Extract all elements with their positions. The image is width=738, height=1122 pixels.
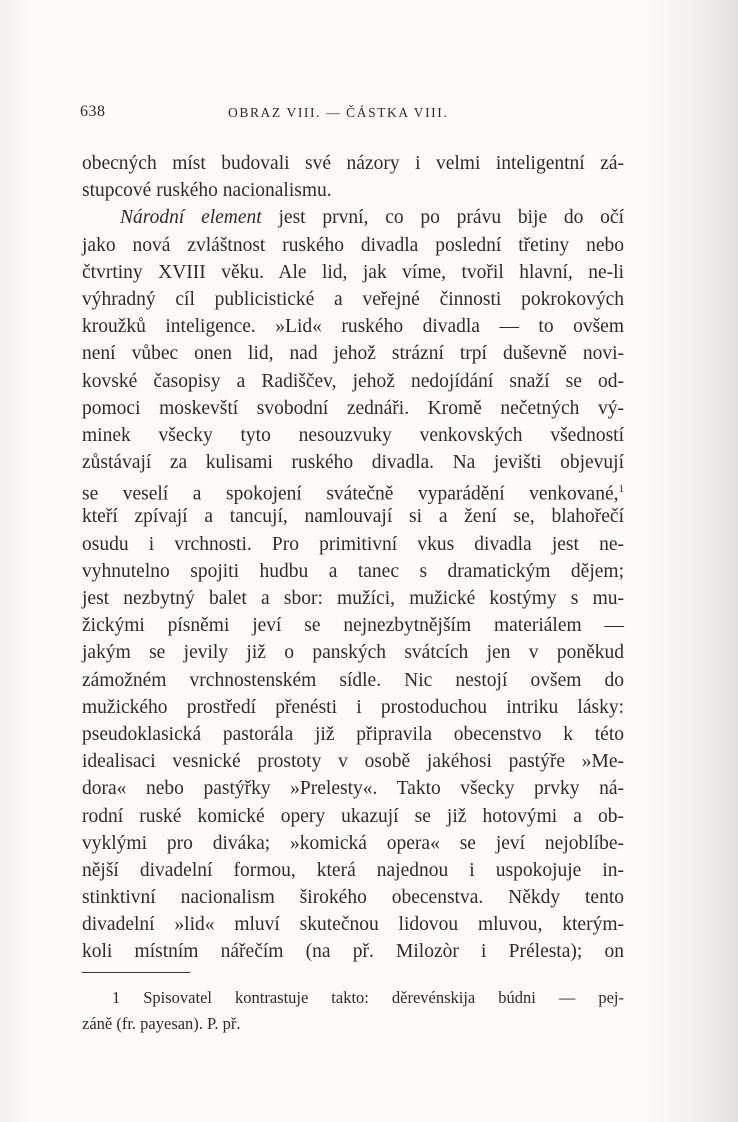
page-number: 638 — [80, 103, 106, 120]
body-text — [82, 150, 624, 966]
text-line: vyklými pro diváka; »komická opera« se jeví nejoblíbe- — [82, 832, 624, 854]
text-line: čtvrtiny XVIII věku. Ale lid, jak víme, tvořil hlavní, ne-li — [82, 261, 624, 283]
text-line: minek všecky tyto nesouzvuky venkovských všedností — [82, 424, 624, 446]
footnote-divider — [82, 972, 190, 973]
text-line: pomoci moskevští svobodní zednáři. Kromě nečetných vý- — [82, 397, 624, 419]
text-fragment: jest první, co po právu bije do očí — [261, 207, 625, 229]
text-line: jakým se jevily již o panských svátcích jen v poněkud — [82, 642, 624, 664]
text-line: obecných míst budovali své názory i velmi inteligentní zá- — [82, 153, 624, 174]
text-line: zámožném vrchnostenském sídle. Nic nestojí ovšem do — [82, 669, 624, 691]
text-line: stupcové ruského nacionalismu. — [82, 180, 332, 202]
text-line: výhradný cíl publicistické a veřejné činnosti pokrokových — [82, 288, 624, 310]
text-line — [82, 476, 624, 503]
text-fragment: se veselí a spokojení svátečně vyparádění venkované, — [82, 483, 619, 505]
footnote-line: 1 Spisovatel kontrastuje takto: děrevénskija búdni — pej- — [112, 988, 624, 1007]
text-line: pseudoklasická pastorála již připravila obecenstvo k této — [82, 723, 624, 745]
text-line: kroužků inteligence. »Lid« ruského divadla — to ovšem — [82, 316, 624, 338]
text-line: idealisaci vesnické prostoty v osobě jakéhosi pastýře »Me- — [82, 751, 624, 773]
text-line: koli místním nářečím (na př. Milozòr i Prélesta); on — [82, 941, 624, 963]
text-line: není vůbec onen lid, nad jehož strázní trpí duševně novi- — [82, 343, 624, 365]
text-line: divadelní »lid« mluví skutečnou lidovou mluvou, kterým- — [82, 914, 624, 936]
text-line: rodní ruské komické opery ukazují se již hotovými a ob- — [82, 805, 624, 827]
text-line: vyhnutelno spojiti hudbu a tanec s dramatickým dějem; — [82, 560, 624, 582]
text-line: zůstávají za kulisami ruského divadla. Na jevišti objevují — [82, 452, 624, 474]
text-line: dora« nebo pastýřky »Prelesty«. Takto všecky prvky ná- — [82, 778, 624, 800]
text-line — [82, 204, 624, 231]
page-header — [80, 103, 640, 127]
text-line: kteří zpívají a tancují, namlouvají si a žení se, blahořečí — [82, 506, 624, 528]
text-line: osudu i vrchnosti. Pro primitivní vkus divadla jest ne- — [82, 533, 624, 555]
footnotes — [82, 985, 624, 1037]
running-head: OBRAZ VIII. — ČÁSTKA VIII. — [228, 105, 449, 120]
footnote-line: záně (fr. payesan). P. př. — [82, 1014, 241, 1033]
footnote-marker: 1 — [618, 483, 624, 496]
text-line: žickými písněmi jeví se nejnezbytnějším materiálem — — [82, 615, 624, 637]
text-line: jako nová zvláštnost ruského divadla poslední třetiny nebo — [82, 234, 624, 256]
text-line: jest nezbytný balet a sbor: mužíci, mužické kostýmy s mu- — [82, 588, 624, 609]
text-line: mužického prostředí přenésti i prostoduchou intriku lásky: — [82, 696, 624, 718]
text-line: stinktivní nacionalism širokého obecenstva. Někdy tento — [82, 887, 624, 909]
text-line: nější divadelní formou, která najednou i uspokojuje in- — [82, 859, 624, 881]
emphasis-text: Národní element — [120, 207, 262, 229]
text-line: kovské časopisy a Radiščev, jehož nedojídání snaží se od- — [82, 370, 624, 392]
